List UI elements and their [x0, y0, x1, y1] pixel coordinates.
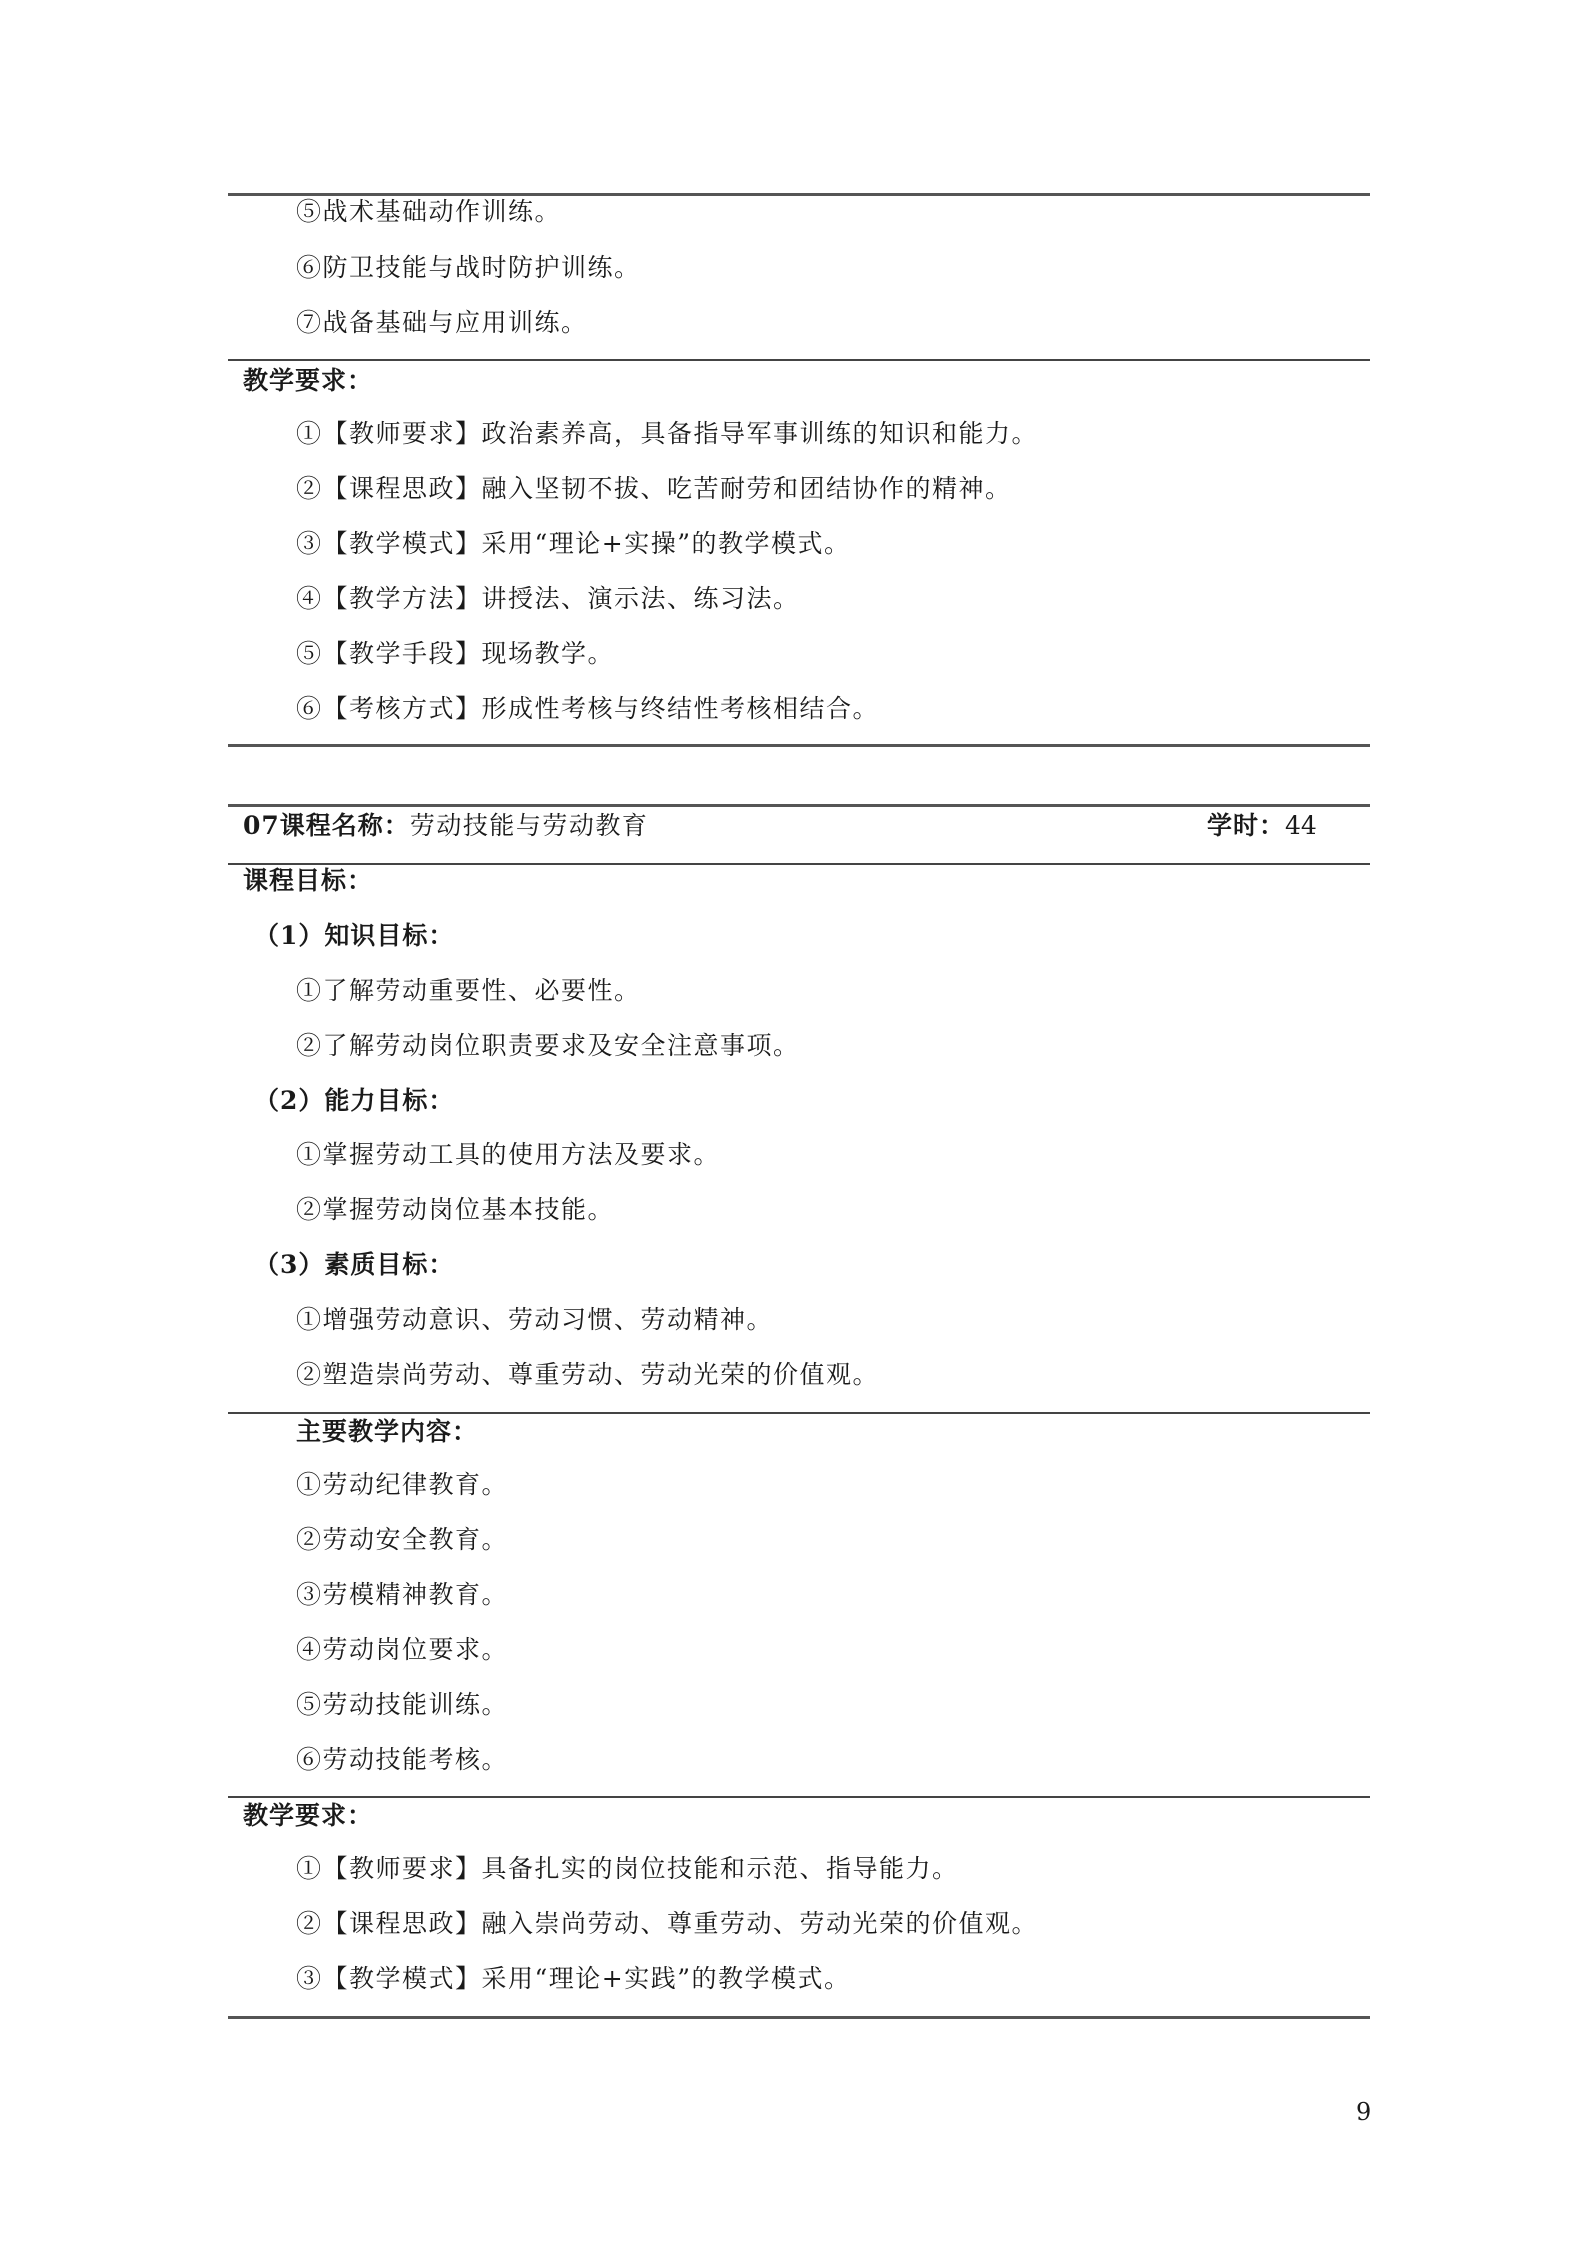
content-item: ④劳动岗位要求。 — [296, 1635, 509, 1664]
requirement-item: ⑤【教学手段】现场教学。 — [296, 639, 615, 668]
ability-item: ②掌握劳动岗位基本技能。 — [296, 1195, 615, 1224]
divider — [228, 1412, 1370, 1414]
divider — [228, 863, 1370, 865]
knowledge-item: ②了解劳动岗位职责要求及安全注意事项。 — [296, 1031, 800, 1060]
content-item: ⑥劳动技能考核。 — [296, 1745, 509, 1774]
quality-item: ②塑造崇尚劳动、尊重劳动、劳动光荣的价值观。 — [296, 1360, 880, 1389]
requirement-item: ⑥【考核方式】形成性考核与终结性考核相结合。 — [296, 694, 880, 723]
content-item: ③劳模精神教育。 — [296, 1580, 509, 1609]
content-item: ⑤劳动技能训练。 — [296, 1690, 509, 1719]
ability-item: ①掌握劳动工具的使用方法及要求。 — [296, 1140, 721, 1169]
requirement-item: ①【教师要求】政治素养高，具备指导军事训练的知识和能力。 — [296, 419, 1039, 448]
divider — [228, 359, 1370, 361]
content-item: ⑦战备基础与应用训练。 — [296, 308, 588, 337]
requirements-heading: 教学要求： — [243, 1801, 374, 1830]
table-top-border — [228, 804, 1370, 807]
requirements-heading: 教学要求： — [243, 366, 374, 395]
content-item: ②劳动安全教育。 — [296, 1525, 509, 1554]
content-item: ⑥防卫技能与战时防护训练。 — [296, 253, 641, 282]
quality-item: ①增强劳动意识、劳动习惯、劳动精神。 — [296, 1305, 774, 1334]
content-item: ①劳动纪律教育。 — [296, 1470, 509, 1499]
requirement-item: ②【课程思政】融入坚韧不拔、吃苦耐劳和团结协作的精神。 — [296, 474, 1012, 503]
quality-heading: （3）素质目标： — [254, 1250, 455, 1279]
divider — [228, 1796, 1370, 1798]
knowledge-heading: （1）知识目标： — [254, 921, 455, 950]
page-number: 9 — [1356, 2098, 1372, 2126]
course-title-row — [243, 810, 648, 842]
course-hours — [1207, 810, 1317, 842]
ability-heading: （2）能力目标： — [254, 1086, 455, 1115]
course-name-label: 课程名称： — [279, 811, 410, 840]
content-item: ⑤战术基础动作训练。 — [296, 197, 562, 226]
course-code: 07 — [243, 811, 280, 840]
course-name: 劳动技能与劳动教育 — [409, 811, 649, 840]
objectives-heading: 课程目标： — [243, 866, 374, 895]
requirement-item: ①【教师要求】具备扎实的岗位技能和示范、指导能力。 — [296, 1854, 959, 1883]
hours-label: 学时： — [1207, 811, 1286, 840]
knowledge-item: ①了解劳动重要性、必要性。 — [296, 976, 641, 1005]
table-bottom-border — [228, 744, 1370, 747]
requirement-item: ③【教学模式】采用“理论+实操”的教学模式。 — [296, 529, 851, 558]
requirement-item: ③【教学模式】采用“理论+实践”的教学模式。 — [296, 1964, 851, 1993]
hours-value: 44 — [1285, 811, 1317, 840]
content-heading: 主要教学内容： — [296, 1417, 479, 1446]
requirement-item: ④【教学方法】讲授法、演示法、练习法。 — [296, 584, 800, 613]
requirement-item: ②【课程思政】融入崇尚劳动、尊重劳动、劳动光荣的价值观。 — [296, 1909, 1039, 1938]
table-bottom-border — [228, 2016, 1370, 2019]
